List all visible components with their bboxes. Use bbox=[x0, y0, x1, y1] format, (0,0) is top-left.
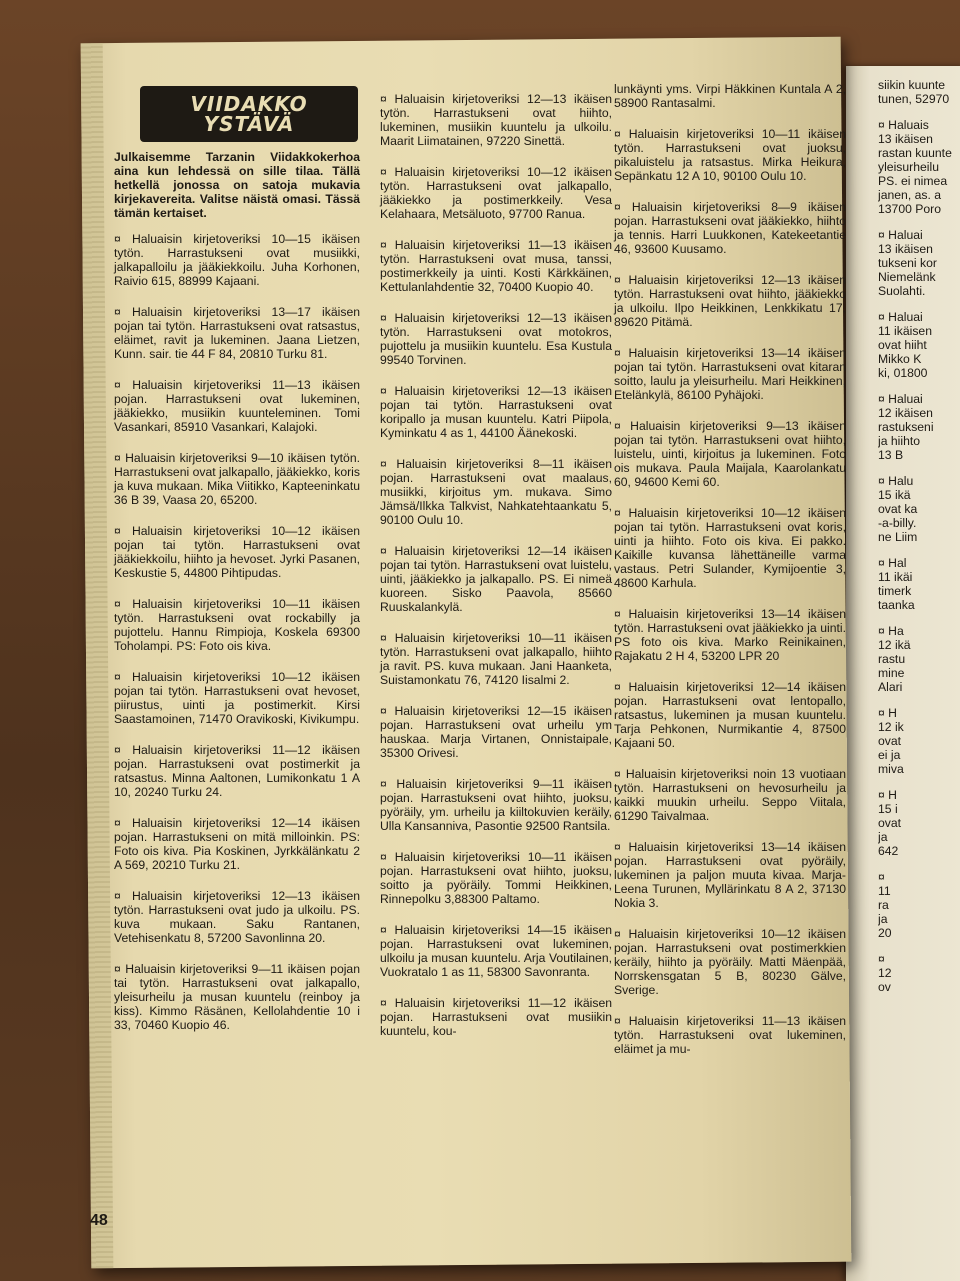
penpal-entry: ¤ Haluaisin kirjetoveriksi 10—12 ikäisen pojan tai tytön. Harrastukseni ovat jääkiekkoilu, hiihto ja hevoset. Jyrki Pasanen, Keskustie 5, 44800 Pihtipudas. bbox=[114, 524, 360, 580]
partial-line: 12 ik bbox=[878, 720, 904, 734]
partial-line: 12 bbox=[878, 966, 892, 980]
penpal-entry: ¤ Haluaisin kirjetoveriksi 10—12 ikäisen tytön. Harrastukseni ovat jalkapallo, jääkiekko ja postimerkkeily. Vesa Kelahaara, Metsäluoto, 97700 Ranua. bbox=[380, 165, 612, 221]
partial-line: 13 ikäisen bbox=[878, 132, 933, 146]
partial-line: ovat ka bbox=[878, 502, 918, 516]
partial-line: ¤ Haluai bbox=[878, 310, 923, 324]
penpal-entry: ¤ Haluaisin kirjetoveriksi 10—15 ikäisen tytön. Harrastukseni ovat musiikki, jalkapalloilu ja jääkiekkoilu. Juha Korhonen, Raivio 615, 88999 Kajaani. bbox=[114, 232, 360, 288]
partial-line: taanka bbox=[878, 598, 915, 612]
penpal-entry: ¤ Haluaisin kirjetoveriksi 12—13 ikäisen tytön. Harrastukseni ovat hiihto, jääkiekko ja ulkoilu. Ilpo Heikkinen, Lenkkikatu 17, 89620 Pitämä. bbox=[614, 273, 846, 329]
penpal-entry: ¤ Haluaisin kirjetoveriksi 10—11 ikäisen tytön. Harrastukseni ovat jalkapallo, hiihto ja ravit. PS. kuva mukaan. Jani Haanketa, Suistamonkatu 76, 74120 Iisalmi 2. bbox=[380, 631, 612, 687]
column-4-partial bbox=[878, 78, 960, 994]
partial-line: tukseni kor bbox=[878, 256, 937, 270]
penpal-entry: ¤ Haluaisin kirjetoveriksi 13—17 ikäisen pojan tai tytön. Harrastukseni ovat ratsastus, eläimet, ravit ja lukeminen. Jaana Lietzen, Kunn. sair. tie 44 F 84, 20810 Turku 81. bbox=[114, 305, 360, 361]
column-1-entries bbox=[114, 232, 360, 1032]
penpal-entry: ¤ Haluaisin kirjetoveriksi 9—13 ikäisen pojan tai tytön. Harrastukseni ovat hiihto, luistelu, uinti, kirjoitus ja lukeminen. Foto ois mukava. Paula Maijala, Kaarolankatu 60, 94600 Kemi 60. bbox=[614, 419, 846, 489]
penpal-entry: ¤ Haluaisin kirjetoveriksi 13—14 ikäisen pojan. Harrastukseni ovat pyöräily, lukeminen ja paljon muuta kivaa. Marja-Leena Turunen, Myllärinkatu 8 A 2, 37130 Nokia 3. bbox=[614, 840, 846, 910]
penpal-entry: ¤ Haluaisin kirjetoveriksi 11—12 ikäisen pojan. Harrastukseni ovat postimerkit ja ratsastus. Minna Aaltonen, Lumikonkatu 1 A 10, 20240 Turku 24. bbox=[114, 743, 360, 799]
partial-line: ¤ Ha bbox=[878, 624, 904, 638]
penpal-entry: ¤ Haluaisin kirjetoveriksi 12—14 ikäisen pojan. Harrastukseni ovat lentopallo, ratsastus, lukeminen ja musan kuuntelu. Tarja Pehkonen, Nurmikantie 4, 87500 Kajaani 50. bbox=[614, 680, 846, 750]
partial-line: ne Liim bbox=[878, 530, 918, 544]
partial-line: 11 bbox=[878, 884, 891, 898]
partial-line: rastu bbox=[878, 652, 906, 666]
partial-line: 20 bbox=[878, 926, 892, 940]
penpal-entry: ¤ Haluaisin kirjetoveriksi 11—12 ikäisen pojan. Harrastukseni ovat musiikin kuuntelu, kou- bbox=[380, 996, 612, 1038]
partial-line: Alari bbox=[878, 680, 903, 694]
intro-text: Julkaisemme Tarzanin Viidakkokerhoa aina kun lehdessä on sille tilaa. Tällä hetkellä jonossa on satoja mukavia kirjekavereita. Valitse näistä omasi. Tässä tämän kertaiset. bbox=[114, 150, 360, 220]
partial-line: ra bbox=[878, 898, 889, 912]
partial-line: tunen, 52970 bbox=[878, 92, 950, 106]
penpal-entry: ¤ Haluaisin kirjetoveriksi 12—15 ikäisen pojan. Harrastukseni ovat urheilu ym hauskaa. Marja Virtanen, Onnistaipale, 35300 Orivesi. bbox=[380, 704, 612, 760]
penpal-entry: ¤ Haluaisin kirjetoveriksi 13—14 ikäisen tytön. Harrastukseni ovat jääkiekko ja uinti. PS foto ois kiva. Marko Reinikainen, Rajakatu 2 H 4, 53200 LPR 20 bbox=[614, 607, 846, 663]
penpal-entry: ¤ Haluaisin kirjetoveriksi 11—13 ikäisen tytön. Harrastukseni ovat musa, tanssi, postimerkkeily ja uinti. Kosti Kärkkäinen, Kettulanlahdentie 32, 70400 Kuopio 40. bbox=[380, 238, 612, 294]
partial-line: miva bbox=[878, 762, 904, 776]
penpal-entry: ¤ Haluaisin kirjetoveriksi 8—9 ikäisen pojan. Harrastukseni ovat jääkiekko, hiihto ja tennis. Harri Luukkonen, Katekeetantie 46, 93600 Kuusamo. bbox=[614, 200, 846, 256]
partial-line: rastan kuunte bbox=[878, 146, 952, 160]
partial-line: ¤ bbox=[878, 952, 885, 966]
partial-line: 11 ikäisen bbox=[878, 324, 932, 338]
partial-line: Suolahti. bbox=[878, 284, 926, 298]
partial-line: ¤ Haluais bbox=[878, 118, 929, 132]
penpal-entry: ¤ Haluaisin kirjetoveriksi 14—15 ikäisen pojan. Harrastukseni ovat lukeminen, ulkoilu ja musan kuuntelu. Arja Voutilainen, Vuokratalo 1 as 11, 58300 Savonranta. bbox=[380, 923, 612, 979]
partial-line: -a-billy. bbox=[878, 516, 917, 530]
partial-line: mine bbox=[878, 666, 905, 680]
partial-line: ja bbox=[878, 912, 888, 926]
penpal-entry: ¤ Haluaisin kirjetoveriksi 10—12 ikäisen pojan tai tytön. Harrastukseni ovat koris, uinti ja hiihto. Foto ois kiva. Ei pakko. Kaikille kuvansa lähettäneille varma vastaus. Petri Sulander, Kymijoentie 3, 48600 Karhula. bbox=[614, 506, 846, 590]
partial-line: 642 bbox=[878, 844, 899, 858]
partial-line: ¤ bbox=[878, 870, 885, 884]
partial-line: ¤ Hal bbox=[878, 556, 907, 570]
partial-line: 13 ikäisen bbox=[878, 242, 933, 256]
partial-line: PS. ei nimea bbox=[878, 174, 948, 188]
partial-line: 12 ikäisen bbox=[878, 406, 933, 420]
penpal-entry: lunkäynti yms. Virpi Häkkinen Kuntala A 2, 58900 Rantasalmi. bbox=[614, 82, 846, 110]
penpal-entry: ¤ Haluaisin kirjetoveriksi 12—14 ikäisen pojan tai tytön. Harrastukseni ovat luistelu, uinti, jääkiekko ja jalkapallo. PS. Ei nimeä kuoreen. Sisko Paavola, 85660 Ruuskalankylä. bbox=[380, 544, 612, 614]
partial-line: ¤ Haluai bbox=[878, 392, 923, 406]
partial-line: ja bbox=[878, 830, 888, 844]
partial-line: ¤ H bbox=[878, 788, 897, 802]
partial-line: ¤ Haluai bbox=[878, 228, 923, 242]
column-3-entries bbox=[614, 82, 846, 1056]
partial-line: ovat hiiht bbox=[878, 338, 927, 352]
partial-line: 15 ikä bbox=[878, 488, 911, 502]
partial-line: yleisurheilu bbox=[878, 160, 939, 174]
partial-line: 13700 Poro bbox=[878, 202, 942, 216]
partial-line: 11 ikäi bbox=[878, 570, 913, 584]
column-2-entries bbox=[380, 92, 612, 1038]
partial-line: ja hiihto bbox=[878, 434, 921, 448]
penpal-entry: ¤ Haluaisin kirjetoveriksi 9—10 ikäisen tytön. Harrastukseni ovat jalkapallo, jääkiekko, koris ja kuva mukaan. Mika Viitikko, Kapteeninkatu 36 B 39, Vaasa 20, 65200. bbox=[114, 451, 360, 507]
penpal-entry: ¤ Haluaisin kirjetoveriksi 12—13 ikäisen tytön. Harrastukseni ovat motokros, pujottelu ja musiikin kuuntelu. Esa Kustula 99540 Torvinen. bbox=[380, 311, 612, 367]
column-2 bbox=[380, 92, 612, 1055]
penpal-entry: ¤ Haluaisin kirjetoveriksi 10—11 ikäisen tytön. Harrastukseni ovat juoksu, pikaluistelu ja ratsastus. Mirka Heikura, Sepänkatu 12 A 10, 90100 Oulu 10. bbox=[614, 127, 846, 183]
partial-line: ¤ H bbox=[878, 706, 897, 720]
partial-line: ov bbox=[878, 980, 891, 994]
partial-line: rastukseni bbox=[878, 420, 934, 434]
column-1 bbox=[114, 150, 360, 1049]
partial-line: ¤ Halu bbox=[878, 474, 914, 488]
partial-line: janen, as. a bbox=[878, 188, 942, 202]
penpal-entry: ¤ Haluaisin kirjetoveriksi 12—13 ikäisen pojan tai tytön. Harrastukseni ovat koripallo ja musan kuuntelu. Katri Piipola, Kyminkatu 4 as 1, 44100 Äänekoski. bbox=[380, 384, 612, 440]
partial-line: 13 B bbox=[878, 448, 904, 462]
partial-line: 15 i bbox=[878, 802, 898, 816]
logo-text: VIIDAKKO YSTÄVÄ bbox=[190, 92, 308, 136]
penpal-entry: ¤ Haluaisin kirjetoveriksi 10—11 ikäisen pojan. Harrastukseni ovat hiihto, juoksu, soitto ja pyöräily. Tommi Heikkinen, Rinnepolku 3,88300 Paltamo. bbox=[380, 850, 612, 906]
penpal-entry: ¤ Haluaisin kirjetoveriksi 10—11 ikäisen tytön. Harrastukseni ovat rockabilly ja pujottelu. Hannu Rimpioja, Koskela 69300 Toholampi. PS: Foto ois kiva. bbox=[114, 597, 360, 653]
viidakko-ystava-logo bbox=[140, 86, 358, 142]
partial-line: siikin kuunte bbox=[878, 78, 946, 92]
partial-line: ovat bbox=[878, 816, 902, 830]
partial-line: Niemelänk bbox=[878, 270, 936, 284]
partial-line: ki, 01800 bbox=[878, 366, 928, 380]
penpal-entry: ¤ Haluaisin kirjetoveriksi 12—13 ikäisen tytön. Harrastukseni ovat hiihto, lukeminen, musiikin kuuntelu ja ulkoilu. Maarit Liimatainen, 97220 Sinettä. bbox=[380, 92, 612, 148]
penpal-entry: ¤ Haluaisin kirjetoveriksi 11—13 ikäisen pojan. Harrastukseni ovat lukeminen, jääkiekko, musiikin kuunteleminen. Tomi Vasankari, 85910 Vasankari, Kalajoki. bbox=[114, 378, 360, 434]
penpal-entry: ¤ Haluaisin kirjetoveriksi 12—14 ikäisen pojan. Harrastukseni on mitä milloinkin. PS: Foto ois kiva. Pia Koskinen, Jyrkkälänkatu 2 A 569, 20210 Turku 21. bbox=[114, 816, 360, 872]
penpal-entry: ¤ Haluaisin kirjetoveriksi 10—12 ikäisen pojan. Harrastukseni ovat postimerkkien keräily, hiihto ja pyöräily. Matti Mäenpää, Norrskensgatan 5 B, 80230 Gälve, Sverige. bbox=[614, 927, 846, 997]
penpal-entry: ¤ Haluaisin kirjetoveriksi 10—12 ikäisen pojan tai tytön. Harrastukseni ovat hevoset, piirustus, uinti ja postimerkit. Kirsi Saastamoinen, 71470 Oravikoski, Kivikumpu. bbox=[114, 670, 360, 726]
page-number: 48 bbox=[90, 1212, 108, 1229]
penpal-entry: ¤ Haluaisin kirjetoveriksi 9—11 ikäisen pojan. Harrastukseni ovat hiihto, juoksu, pyöräily, ym. urheilu ja kiiltokuvien keräily, Ulla Kansanniva, Pasontie 92500 Rantsila. bbox=[380, 777, 612, 833]
partial-line: Mikko K bbox=[878, 352, 922, 366]
column-3 bbox=[614, 82, 846, 1073]
column-4-lines bbox=[878, 78, 960, 994]
penpal-entry: ¤ Haluaisin kirjetoveriksi 12—13 ikäisen tytön. Harrastukseni ovat judo ja ulkoilu. PS. kuva mukaan. Saku Rantanen, Vetehisenkatu 8, 57200 Savonlinna 20. bbox=[114, 889, 360, 945]
partial-line: 12 ikä bbox=[878, 638, 911, 652]
partial-line: ei ja bbox=[878, 748, 901, 762]
penpal-entry: ¤ Haluaisin kirjetoveriksi noin 13 vuotiaan tytön. Harrastukseni on hevosurheilu ja kaikki muukin urheilu. Seppo Viitala, 61290 Taivalmaa. bbox=[614, 767, 846, 823]
penpal-entry: ¤ Haluaisin kirjetoveriksi 13—14 ikäisen pojan tai tytön. Harrastukseni ovat kitaran soitto, laulu ja yleisurheilu. Mari Heikkinen, Etelänkylä, 86100 Pyhäjoki. bbox=[614, 346, 846, 402]
partial-line: timerk bbox=[878, 584, 912, 598]
partial-line: ovat bbox=[878, 734, 902, 748]
penpal-entry: ¤ Haluaisin kirjetoveriksi 8—11 ikäisen pojan. Harrastukseni ovat maalaus, musiikki, kirjoitus ym. mukava. Simo Jämsä/Ilkka Talkvist, Nahkatehtaankatu 5, 90100 Oulu 10. bbox=[380, 457, 612, 527]
penpal-entry: ¤ Haluaisin kirjetoveriksi 11—13 ikäisen tytön. Harrastukseni ovat lukeminen, eläimet ja mu- bbox=[614, 1014, 846, 1056]
penpal-entry: ¤ Haluaisin kirjetoveriksi 9—11 ikäisen pojan tai tytön. Harrastukseni ovat jalkapallo, yleisurheilu ja musan kuuntelu (reinboy ja kiss). Kimmo Räsänen, Kellolahdentie 10 i 33, 70460 Kuopio 46. bbox=[114, 962, 360, 1032]
